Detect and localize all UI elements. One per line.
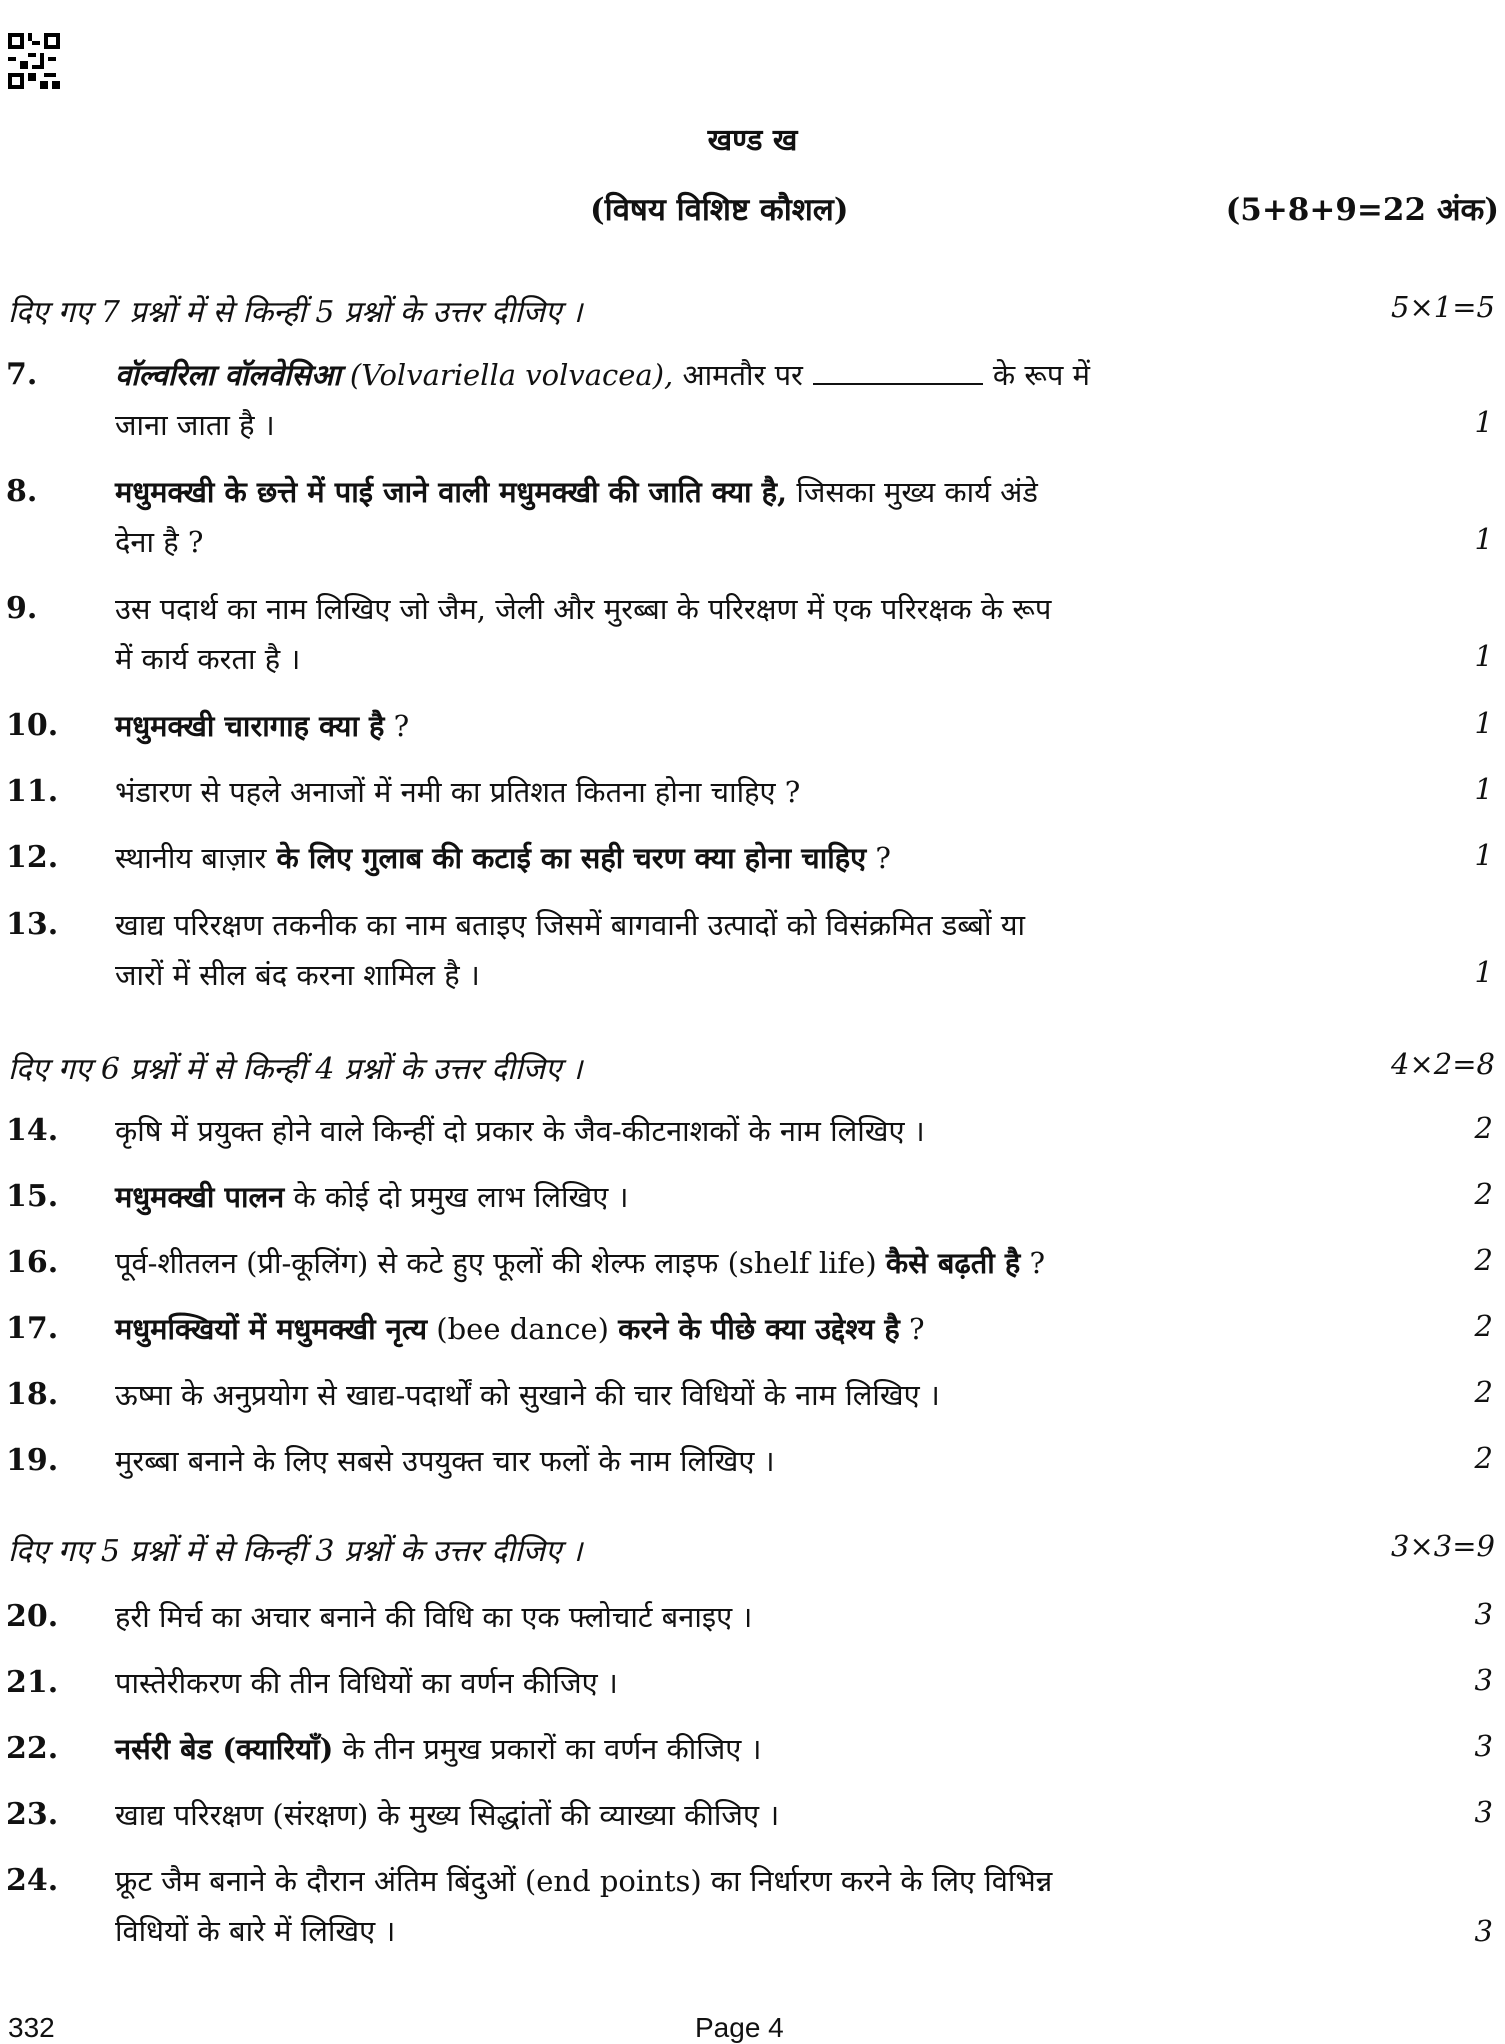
question-marks: 3 xyxy=(1474,1729,1493,1763)
question-text-part: ? xyxy=(866,841,891,875)
question-marks: 1 xyxy=(1474,772,1493,806)
question-number: 24. xyxy=(6,1863,59,1898)
question-marks: 1 xyxy=(1474,639,1493,673)
question-text-line1: फ्रूट जैम बनाने के दौरान अंतिम बिंदुओं (end points) का निर्धारण करने के लिए विभिन्न xyxy=(115,1864,1053,1898)
question-text xyxy=(115,1304,1415,1354)
question-text xyxy=(115,900,1415,1000)
question-text xyxy=(115,701,1415,751)
question-number: 12. xyxy=(6,840,59,875)
instruction-1-marks: 5×1=5 xyxy=(1391,290,1495,324)
question-text xyxy=(115,833,1415,883)
section-total-marks: (5+8+9=22 अंक) xyxy=(1225,192,1499,228)
question-text xyxy=(115,1790,1415,1840)
question-number: 7. xyxy=(6,357,38,392)
question-number: 20. xyxy=(6,1599,59,1634)
question-text-bold: मधुमक्खी चारागाह क्या है xyxy=(115,709,385,743)
question-text xyxy=(115,1592,1415,1642)
question-text-part: ? xyxy=(1020,1246,1046,1280)
question-marks: 2 xyxy=(1474,1375,1493,1409)
question-text-line1: मुरब्बा बनाने के लिए सबसे उपयुक्त चार फलों के नाम लिखिए । xyxy=(115,1444,775,1478)
question-marks: 2 xyxy=(1474,1177,1493,1211)
question-text xyxy=(115,1724,1415,1774)
question-text xyxy=(115,1172,1415,1222)
question-marks: 1 xyxy=(1474,405,1493,439)
question-text xyxy=(115,1106,1415,1156)
instruction-3-marks: 3×3=9 xyxy=(1391,1529,1495,1563)
question-marks: 1 xyxy=(1474,706,1493,740)
question-number: 14. xyxy=(6,1113,59,1148)
question-text-line1: ऊष्मा के अनुप्रयोग से खाद्य-पदार्थों को सुखाने की चार विधियों के नाम लिखिए । xyxy=(115,1378,940,1412)
question-number: 9. xyxy=(6,591,38,626)
question-marks: 3 xyxy=(1474,1663,1493,1697)
question-number: 16. xyxy=(6,1245,59,1280)
question-text xyxy=(115,767,1415,817)
instruction-2: दिए गए 6 प्रश्नों में से किन्हीं 4 प्रश्नों के उत्तर दीजिए । xyxy=(8,1052,583,1087)
question-text-bold: नर्सरी बेड (क्यारियाँ) xyxy=(115,1732,334,1766)
question-text-line1: उस पदार्थ का नाम लिखिए जो जैम, जेली और मुरब्बा के परिरक्षण में एक परिरक्षक के रूप xyxy=(115,592,1052,626)
question-marks: 2 xyxy=(1474,1309,1493,1343)
question-number: 13. xyxy=(6,907,59,942)
question-text-line2: विधियों के बारे में लिखिए । xyxy=(115,1914,396,1948)
question-text-part: ? xyxy=(384,709,410,743)
question-text-bold-italic: वॉल्वरिला वॉलवेसिआ xyxy=(115,358,341,392)
question-text xyxy=(115,1856,1415,1956)
question-marks: 3 xyxy=(1474,1795,1493,1829)
instruction-1: दिए गए 7 प्रश्नों में से किन्हीं 5 प्रश्नों के उत्तर दीजिए । xyxy=(8,295,583,330)
question-text-line1: खाद्य परिरक्षण (संरक्षण) के मुख्य सिद्धांतों की व्याख्या कीजिए । xyxy=(115,1798,780,1832)
question-text xyxy=(115,1436,1415,1486)
question-number: 15. xyxy=(6,1179,59,1214)
question-text-line2: में कार्य करता है । xyxy=(115,642,301,676)
question-marks: 1 xyxy=(1474,838,1493,872)
question-marks: 2 xyxy=(1474,1111,1493,1145)
question-text xyxy=(115,584,1415,684)
question-marks: 3 xyxy=(1474,1597,1493,1631)
question-text-line1: हरी मिर्च का अचार बनाने की विधि का एक फ्लोचार्ट बनाइए । xyxy=(115,1600,753,1634)
question-number: 18. xyxy=(6,1377,59,1412)
question-text-line2: देना है ? xyxy=(115,525,204,559)
question-text-line1: पास्तेरीकरण की तीन विधियों का वर्णन कीजिए । xyxy=(115,1666,618,1700)
question-text-bold: के लिए गुलाब की कटाई का सही चरण क्या होना चाहिए xyxy=(266,841,867,875)
question-number: 22. xyxy=(6,1731,59,1766)
section-subtitle: (विषय विशिष्ट कौशल) xyxy=(590,192,849,228)
instruction-2-marks: 4×2=8 xyxy=(1391,1047,1495,1081)
question-text xyxy=(115,467,1415,567)
question-marks: 2 xyxy=(1474,1441,1493,1475)
page-number: Page 4 xyxy=(695,2012,784,2043)
question-text-part: ? xyxy=(899,1312,925,1346)
question-marks: 3 xyxy=(1474,1914,1493,1948)
question-text-line1: भंडारण से पहले अनाजों में नमी का प्रतिशत कितना होना चाहिए ? xyxy=(115,775,801,809)
question-text-bold: कैसे बढ़ती है xyxy=(885,1246,1021,1280)
question-text-bold: मधुमक्खी के छत्ते में पाई जाने वाली मधुमक्खी की जाति क्या है, xyxy=(115,475,788,509)
question-text-line1: कृषि में प्रयुक्त होने वाले किन्हीं दो प्रकार के जैव-कीटनाशकों के नाम लिखिए । xyxy=(115,1114,925,1148)
question-number: 23. xyxy=(6,1797,59,1832)
question-text xyxy=(115,1658,1415,1708)
question-number: 8. xyxy=(6,474,38,509)
question-text-line2: जारों में सील बंद करना शामिल है । xyxy=(115,958,480,992)
question-text-bold: करने के पीछे क्या उद्देश्य है xyxy=(618,1312,900,1346)
question-number: 21. xyxy=(6,1665,59,1700)
question-text-bold: मधुमक्खियों में मधुमक्खी नृत्य xyxy=(115,1312,428,1346)
qr-code-icon xyxy=(8,33,60,89)
question-number: 11. xyxy=(6,774,59,809)
question-number: 10. xyxy=(6,708,59,743)
question-text xyxy=(115,350,1415,450)
question-text-part: जिसका मुख्य कार्य अंडे xyxy=(787,475,1038,509)
question-marks: 2 xyxy=(1474,1243,1493,1277)
question-text xyxy=(115,1370,1415,1420)
question-text-part: पूर्व-शीतलन (प्री-कूलिंग) से कटे हुए फूलों की शेल्फ लाइफ (shelf life) xyxy=(115,1246,886,1280)
question-number: 19. xyxy=(6,1443,59,1478)
question-text xyxy=(115,1238,1415,1288)
paper-code: 332 xyxy=(8,2012,55,2043)
question-number: 17. xyxy=(6,1311,59,1346)
question-marks: 1 xyxy=(1474,955,1493,989)
fill-in-blank xyxy=(813,359,983,385)
question-marks: 1 xyxy=(1474,522,1493,556)
question-text-line2: जाना जाता है । xyxy=(115,408,275,442)
question-text-part: (bee dance) xyxy=(427,1312,619,1346)
question-text-part: आमतौर पर xyxy=(673,358,803,392)
question-text-bold: मधुमक्खी पालन xyxy=(115,1180,285,1214)
section-title: खण्ड ख xyxy=(707,123,798,158)
question-text-part: के तीन प्रमुख प्रकारों का वर्णन कीजिए । xyxy=(333,1732,762,1766)
question-text-part: के रूप में xyxy=(992,358,1090,392)
question-text-line1: खाद्य परिरक्षण तकनीक का नाम बताइए जिसमें बागवानी उत्पादों को विसंक्रमित डब्बों या xyxy=(115,908,1026,942)
question-text-part: के कोई दो प्रमुख लाभ लिखिए । xyxy=(284,1180,629,1214)
question-text-part: स्थानीय बाज़ार xyxy=(115,841,267,875)
instruction-3: दिए गए 5 प्रश्नों में से किन्हीं 3 प्रश्नों के उत्तर दीजिए । xyxy=(8,1534,583,1569)
scientific-name: (Volvariella volvacea), xyxy=(340,358,674,392)
